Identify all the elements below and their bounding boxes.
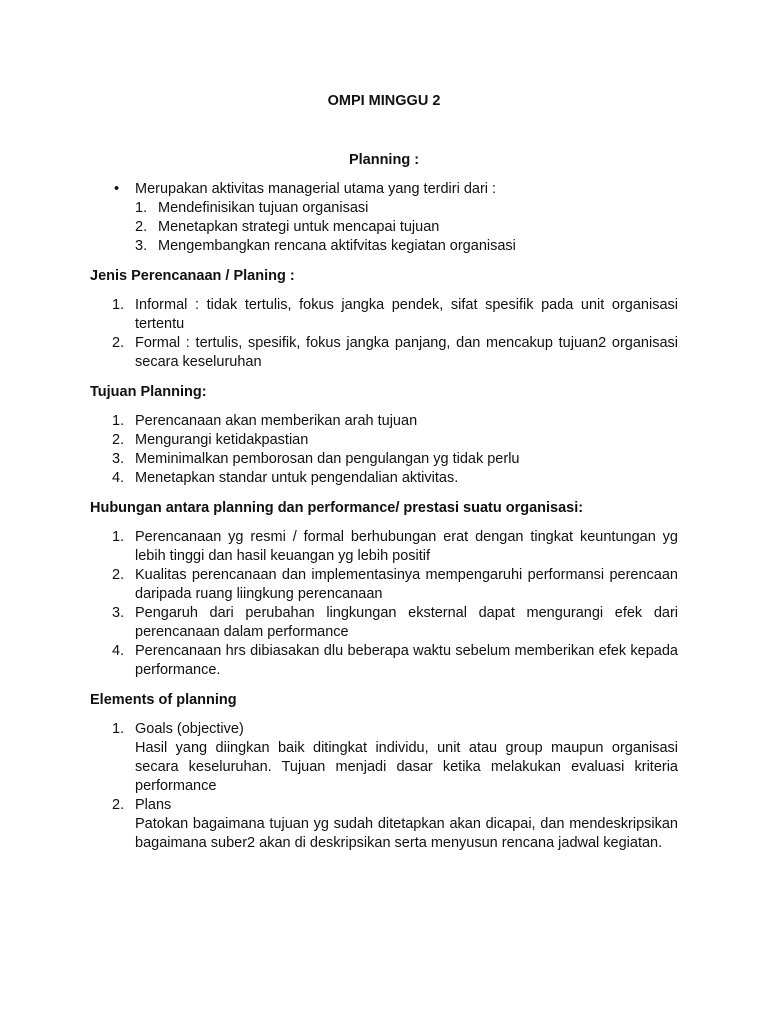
- item-text: Mendefinisikan tujuan organisasi: [158, 200, 369, 216]
- item-text: Informal : tidak tertulis, fokus jangka pendek, sifat spesifik pada unit organisasi tertentu: [135, 297, 678, 332]
- item-text: Formal : tertulis, spesifik, fokus jangka panjang, dan mencakup tujuan2 organisasi secara keseluruhan: [135, 335, 678, 370]
- item-text: Perencanaan yg resmi / formal berhubungan erat dengan tingkat keuntungan yg lebih tinggi dan hasil keuangan yg lebih positif: [135, 529, 678, 564]
- list-item: [90, 604, 678, 642]
- item-text: Perencanaan akan memberikan arah tujuan: [135, 413, 418, 429]
- item-label: Goals (objective): [135, 721, 244, 737]
- hubungan-list: [90, 528, 678, 680]
- list-item: [90, 450, 678, 469]
- list-item: [90, 469, 678, 488]
- item-text: Menetapkan standar untuk pengendalian aktivitas.: [135, 470, 459, 486]
- item-text: Kualitas perencanaan dan implementasinya mempengaruhi performansi perencaan daripada ruang liingkung perencanaan: [135, 567, 678, 602]
- item-number: 4.: [112, 643, 125, 659]
- list-item: [90, 296, 678, 334]
- list-item: [90, 796, 678, 853]
- item-label: Plans: [135, 797, 172, 813]
- tujuan-heading: Tujuan Planning:: [90, 384, 207, 400]
- item-number: 4.: [112, 470, 125, 486]
- item-number: 2.: [112, 567, 125, 583]
- item-number: 2.: [112, 797, 125, 813]
- tujuan-list: [90, 412, 678, 488]
- item-number: 2.: [112, 432, 125, 448]
- jenis-list: [90, 296, 678, 372]
- document-title: OMPI MINGGU 2: [327, 93, 441, 109]
- item-text: Mengurangi ketidakpastian: [135, 432, 309, 448]
- item-text: Mengembangkan rencana aktifvitas kegiatan organisasi: [158, 238, 516, 254]
- planning-bullet-list: [90, 180, 678, 256]
- item-number: 1.: [112, 413, 125, 429]
- list-item: [135, 199, 678, 218]
- item-number: 2.: [112, 335, 125, 351]
- planning-bullet-text: Merupakan aktivitas managerial utama yang terdiri dari :: [135, 181, 497, 197]
- item-number: 3.: [112, 605, 125, 621]
- list-item: [90, 528, 678, 566]
- list-item: [90, 412, 678, 431]
- list-item: [135, 237, 678, 256]
- planning-heading: Planning :: [348, 152, 420, 168]
- list-item: [90, 431, 678, 450]
- planning-sub-list: [135, 199, 678, 256]
- list-item: [135, 218, 678, 237]
- item-text: Meminimalkan pemborosan dan pengulangan yg tidak perlu: [135, 451, 520, 467]
- item-number: 1.: [112, 297, 125, 313]
- elements-list: [90, 720, 678, 853]
- item-description: Hasil yang diingkan baik ditingkat individu, unit atau group maupun organisasi secara keseluruhan. Tujuan menjadi dasar ketika melakukan evaluasi kriteria performance: [135, 740, 678, 794]
- item-description: Patokan bagaimana tujuan yg sudah ditetapkan akan dicapai, dan mendeskripsikan bagaimana suber2 akan di deskripsikan serta menyusun rencana jadwal kegiatan.: [135, 816, 678, 851]
- item-number: 1.: [112, 721, 125, 737]
- item-number: 1.: [135, 200, 148, 216]
- list-item: [90, 720, 678, 796]
- hubungan-heading: Hubungan antara planning dan performance/ prestasi suatu organisasi:: [90, 500, 584, 516]
- bullet-dot-icon: •: [114, 181, 120, 197]
- jenis-heading: Jenis Perencanaan / Planing :: [90, 268, 295, 284]
- item-text: Perencanaan hrs dibiasakan dlu beberapa waktu sebelum memberikan efek kepada performance.: [135, 643, 678, 678]
- list-item: [90, 566, 678, 604]
- item-text: Menetapkan strategi untuk mencapai tujuan: [158, 219, 440, 235]
- planning-bullet-item: [90, 180, 678, 256]
- list-item: [90, 334, 678, 372]
- item-text: Pengaruh dari perubahan lingkungan eksternal dapat mengurangi efek dari perencanaan dalam performance: [135, 605, 678, 640]
- item-number: 3.: [135, 238, 148, 254]
- item-number: 3.: [112, 451, 125, 467]
- elements-heading: Elements of planning: [90, 692, 237, 708]
- item-number: 1.: [112, 529, 125, 545]
- item-number: 2.: [135, 219, 148, 235]
- list-item: [90, 642, 678, 680]
